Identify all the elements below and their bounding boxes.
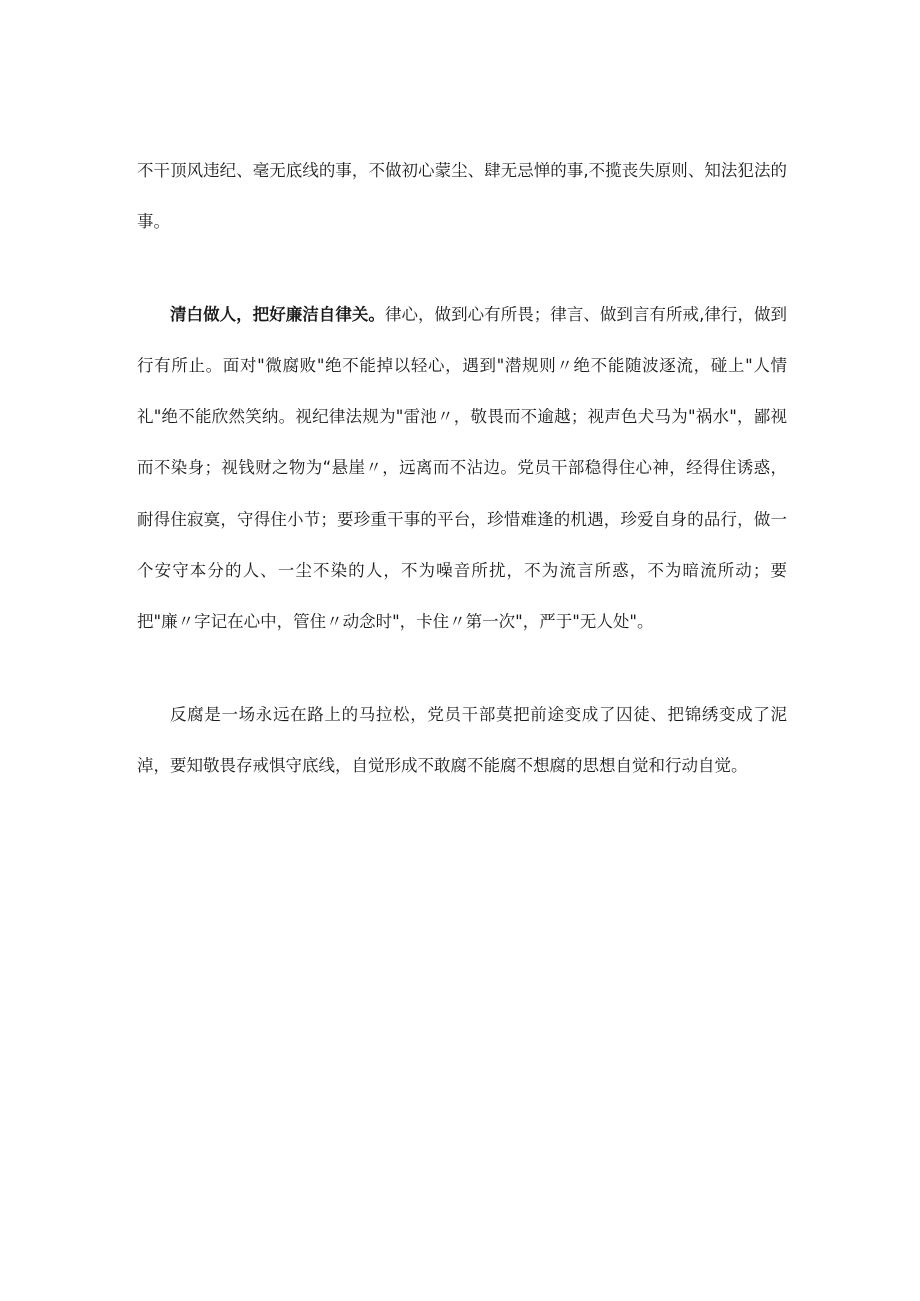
paragraph-2-lead: 清白做人，把好廉洁自律关。 xyxy=(170,304,385,324)
document-body xyxy=(137,145,787,791)
paragraph-3 xyxy=(137,689,787,792)
paragraph-1 xyxy=(137,145,787,248)
paragraph-2 xyxy=(137,289,787,648)
paragraph-1-text: 不干顶风违纪、毫无底线的事，不做初心蒙尘、肆无忌惮的事,不揽丧失原则、知法犯法的事。 xyxy=(137,161,787,232)
paragraph-3-text: 反腐是一场永远在路上的马拉松，党员干部莫把前途变成了囚徒、把锦绣变成了泥淖，要知敬畏存戒惧守底线，自觉形成不敢腐不能腐不想腐的思想自觉和行动自觉。 xyxy=(137,704,787,775)
paragraph-2-text: 律心，做到心有所畏；律言、做到言有所戒,律行，做到行有所止。面对"微腐败"绝不能掉以轻心，遇到"潜规则〃绝不能随波逐流，碰上"人情礼"绝不能欣然笑纳。视纪律法规为"雷池〃，敬畏而不逾越；视声色犬马为"祸水"，鄙视而不染身；视钱财之物为“悬崖〃，远离而不沾边。党员干部稳得住心神，经得住诱惑，耐得住寂寞，守得住小节；要珍重干事的平台，珍惜难逢的机遇，珍爱自身的品行，做一个安守本分的人、一尘不染的人，不为噪音所扰，不为流言所惑，不为暗流所动；要把"廉〃字记在心中，管住〃动念时"，卡住〃第一次"，严于"无人处"。 xyxy=(137,304,788,632)
